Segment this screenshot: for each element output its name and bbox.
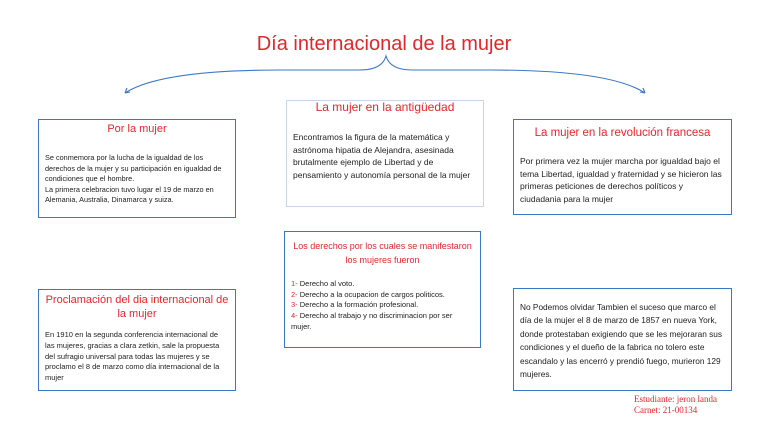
item-number: 3- [291,300,298,310]
item-text: Derecho al trabajo y no discriminacion por ser mujer. [291,311,453,331]
box-por-la-mujer [38,119,236,218]
item-number: 2- [291,289,298,299]
item-text: Derecho al voto. [299,279,355,288]
item-number: 4- [291,311,298,321]
box-text: En 1910 en la segunda conferencia internacional de las mujeres, gracias a clara zetkin, sale la propuesta del sufragio universal para todas las mujeres y se proclamo el 8 de marzo como día internacional de la mujer [45,330,220,383]
box-title: La mujer en la revolución francesa [534,127,711,139]
box-title: Proclamación del dia internacional de la mujer [45,294,229,320]
rights-list [285,279,480,333]
list-item [291,290,474,301]
box-text: Por primera vez la mujer marcha por igualdad bajo el tema Libertad, igualdad y fraternidad y se hicieron las primeras peticiones de derechos políticos y ciudadania para la mujer [520,156,722,204]
student-id: Carnet: 21-00134 [634,405,698,415]
item-text: Derecho a la formación profesional. [299,300,419,310]
box-no-olvidar [513,288,732,391]
item-number: 1- [291,279,298,288]
page-title: Día internacional de la mujer [256,33,512,55]
box-title: La mujer en la antigüedad [315,100,455,114]
box-text: No Podemos olvidar Tambien el suceso que marco el día de la mujer el 8 de marzo de 1857 en nueva York, donde protestaban exigiendo que se les mejoraran sus condiciones y el dueño de la fabrica no tolero este escandalo y las encerró y prendió fuego, murieron 129 mujeres. [520,302,723,380]
box-title: Los derechos por los cuales se manifestaron los mujeres fueron [293,241,472,265]
box-proclamacion [38,289,236,391]
student-info [634,394,717,416]
box-title: Por la mujer [107,123,167,135]
box-revolucion-francesa [513,119,732,215]
box-text: Encontramos la figura de la matemática y astrónoma hipatia de Alejandra, asesinada brutalmente ejemplo de Libertad y de pensamiento y autonomía personal de la mujer [293,132,471,180]
list-item [291,311,474,332]
student-name: Estudiante: jeron landa [634,394,717,404]
box-derechos [284,231,481,348]
box-antiguedad [286,100,484,207]
item-text: Derecho a la ocupacion de cargos politicos. [299,289,445,299]
list-item [291,300,474,311]
box-text: Se conmemora por la lucha de la igualdad de los derechos de la mujer y su participación en igualdad de condiciones que el hombre. La primera celebracion tuvo lugar el 19 de marzo en Alemania, Australia, Dinamarca y suiza. [45,153,222,205]
list-item [291,279,474,290]
